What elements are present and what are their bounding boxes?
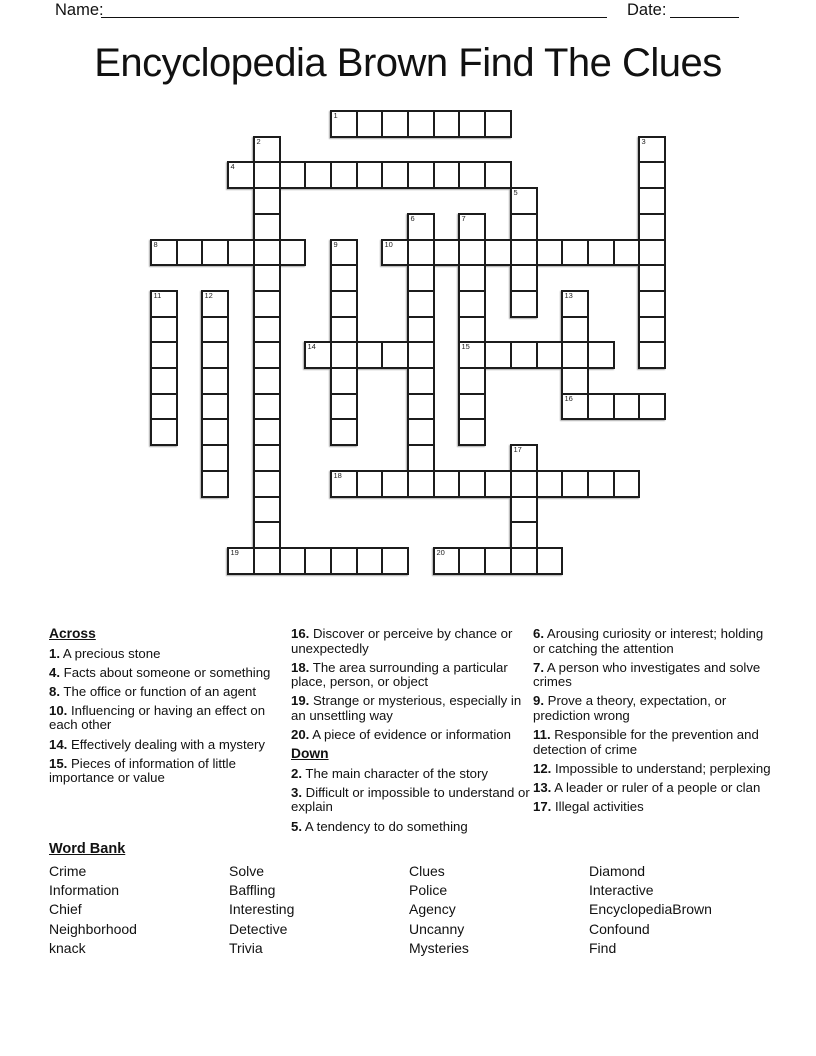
clue-text: Difficult or impossible to understand or explain	[291, 784, 530, 815]
grid-cell[interactable]	[381, 547, 409, 575]
grid-cell[interactable]	[330, 264, 358, 292]
grid-cell[interactable]	[150, 290, 178, 318]
cell-number: 9	[333, 240, 338, 249]
clue-item	[291, 627, 535, 656]
word-bank-item: Crime	[49, 863, 87, 879]
grid-cell[interactable]	[330, 110, 358, 138]
clue-number: 12.	[533, 760, 552, 776]
clue-number: 9.	[533, 693, 544, 709]
clue-number: 6.	[533, 626, 544, 641]
clue-number: 20.	[291, 727, 310, 743]
cell-number: 20	[436, 548, 445, 557]
grid-cell[interactable]	[510, 444, 538, 472]
cell-number: 5	[513, 188, 518, 197]
grid-cell[interactable]	[201, 316, 229, 343]
word-bank-item: Find	[589, 939, 617, 956]
word-bank-item: Uncanny	[409, 920, 465, 937]
grid-cell[interactable]	[458, 110, 486, 138]
clue-number: 18.	[291, 659, 310, 675]
grid-cell[interactable]	[484, 110, 512, 138]
grid-cell[interactable]	[484, 547, 512, 575]
grid-cell[interactable]	[253, 316, 281, 343]
grid-cell[interactable]	[638, 341, 666, 369]
grid-cell[interactable]	[510, 547, 538, 575]
grid-cell[interactable]	[561, 470, 589, 498]
word-bank-column	[409, 862, 469, 958]
grid-cell[interactable]	[561, 239, 589, 266]
word-bank-item: Clues	[409, 863, 445, 879]
grid-cell[interactable]	[638, 213, 666, 241]
grid-cell[interactable]	[407, 264, 435, 292]
grid-cell[interactable]	[407, 470, 435, 498]
cell-number: 19	[230, 548, 239, 557]
cell-number: 3	[641, 137, 646, 146]
word-bank-column	[49, 862, 137, 958]
clue-item	[533, 627, 771, 656]
grid-cell[interactable]	[433, 161, 460, 189]
grid-cell[interactable]	[381, 341, 409, 369]
cell-number: 17	[513, 445, 522, 454]
grid-cell[interactable]	[150, 239, 178, 266]
grid-cell[interactable]	[381, 161, 409, 189]
clue-item	[49, 685, 277, 700]
clue-text: Illegal activities	[551, 798, 644, 814]
grid-cell[interactable]	[458, 290, 486, 318]
grid-cell[interactable]	[561, 290, 589, 318]
grid-cell[interactable]	[458, 341, 486, 369]
cell-number: 7	[461, 214, 466, 223]
clue-text: Facts about someone or something	[60, 664, 271, 680]
grid-cell[interactable]	[381, 470, 409, 498]
grid-cell[interactable]	[201, 367, 229, 395]
clue-number: 13.	[533, 779, 552, 795]
grid-cell[interactable]	[458, 264, 486, 292]
grid-cell[interactable]	[253, 444, 281, 472]
grid-cell[interactable]	[510, 264, 538, 292]
grid-cell[interactable]	[484, 470, 512, 498]
cell-number: 2	[256, 137, 261, 146]
grid-cell[interactable]	[433, 110, 460, 138]
clue-text: A precious stone	[60, 645, 161, 661]
cell-number: 18	[333, 471, 342, 480]
grid-cell[interactable]	[253, 136, 281, 163]
grid-cell[interactable]	[510, 521, 538, 549]
clue-text: The office or function of an agent	[60, 683, 256, 699]
grid-cell[interactable]	[458, 161, 486, 189]
clue-item	[291, 728, 535, 743]
grid-cell[interactable]	[253, 187, 281, 215]
grid-cell[interactable]	[356, 547, 383, 575]
grid-cell[interactable]	[638, 316, 666, 343]
word-bank-item: Information	[49, 882, 120, 899]
grid-cell[interactable]	[510, 496, 538, 523]
grid-cell[interactable]	[536, 239, 563, 266]
clue-text: Impossible to understand; perplexing	[551, 760, 771, 776]
date-label: Date:	[627, 1, 667, 19]
clue-text: Strange or mysterious, especially in an unsettling way	[291, 693, 522, 723]
cell-number: 10	[384, 240, 393, 249]
grid-cell[interactable]	[201, 418, 229, 446]
grid-cell[interactable]	[304, 547, 332, 575]
clue-number: 15.	[49, 755, 68, 771]
page-title: Encyclopedia Brown Find The Clues	[94, 41, 722, 85]
grid-cell[interactable]	[279, 239, 306, 266]
clue-column-1	[49, 627, 277, 790]
grid-cell[interactable]	[587, 239, 615, 266]
grid-cell[interactable]	[510, 187, 538, 215]
clue-number: 2.	[291, 765, 302, 781]
grid-cell[interactable]	[407, 290, 435, 318]
grid-cell[interactable]	[330, 290, 358, 318]
clue-number: 16.	[291, 626, 310, 641]
grid-cell[interactable]	[381, 110, 409, 138]
grid-cell[interactable]	[638, 290, 666, 318]
word-bank-item: Diamond	[589, 863, 646, 879]
clue-column-3	[533, 627, 771, 819]
clue-text: Pieces of information of little importance or value	[49, 755, 236, 786]
cell-number: 8	[153, 240, 158, 249]
grid-cell[interactable]	[330, 393, 358, 420]
grid-cell[interactable]	[484, 239, 512, 266]
grid-cell[interactable]	[356, 110, 383, 138]
grid-cell[interactable]	[279, 161, 306, 189]
clue-item	[291, 694, 535, 723]
cell-number: 6	[410, 214, 415, 223]
word-bank-item: Detective	[229, 920, 288, 937]
grid-cell[interactable]	[638, 161, 666, 189]
clue-item	[49, 738, 277, 753]
cell-number: 12	[204, 291, 213, 300]
word-bank-item: Solve	[229, 863, 265, 879]
grid-cell[interactable]	[253, 470, 281, 498]
clue-text: Discover or perceive by chance or unexpectedly	[291, 626, 513, 656]
grid-cell[interactable]	[356, 161, 383, 189]
clue-text: The area surrounding a particular place, person, or object	[291, 659, 508, 690]
grid-cell[interactable]	[330, 161, 358, 189]
clue-number: 14.	[49, 736, 68, 752]
word-bank-item: Confound	[589, 920, 650, 937]
grid-cell[interactable]	[510, 290, 538, 318]
clue-text: Influencing or having an effect on each other	[49, 702, 266, 733]
clue-item	[533, 728, 771, 757]
clue-number: 5.	[291, 818, 302, 834]
grid-cell[interactable]	[201, 290, 229, 318]
grid-cell[interactable]	[227, 547, 255, 575]
clue-item	[49, 757, 277, 786]
grid-cell[interactable]	[407, 418, 435, 446]
word-bank-column	[229, 862, 294, 958]
grid-cell[interactable]	[407, 161, 435, 189]
grid-cell[interactable]	[253, 161, 281, 189]
grid-cell[interactable]	[330, 316, 358, 343]
clue-text: A piece of evidence or information	[309, 727, 511, 743]
grid-cell[interactable]	[510, 213, 538, 241]
grid-cell[interactable]	[330, 547, 358, 575]
clue-item	[533, 694, 771, 723]
word-bank-item: Trivia	[229, 939, 263, 956]
grid-cell[interactable]	[536, 547, 563, 575]
grid-cell[interactable]	[407, 367, 435, 395]
grid-cell[interactable]	[510, 239, 538, 266]
section-header-across: Across	[49, 626, 96, 641]
word-bank-item: Mysteries	[409, 939, 469, 956]
word-bank-item: EncyclopediaBrown	[589, 901, 712, 918]
grid-cell[interactable]	[613, 239, 640, 266]
grid-cell[interactable]	[253, 367, 281, 395]
grid-cell[interactable]	[201, 393, 229, 420]
grid-cell[interactable]	[613, 393, 640, 420]
grid-cell[interactable]	[330, 239, 358, 266]
clue-text: Responsible for the prevention and detection of crime	[533, 727, 759, 757]
grid-cell[interactable]	[253, 239, 281, 266]
clue-number: 4.	[49, 664, 60, 680]
grid-cell[interactable]	[458, 418, 486, 446]
clue-text: A tendency to do something	[302, 818, 468, 834]
grid-cell[interactable]	[150, 367, 178, 395]
grid-cell[interactable]	[458, 547, 486, 575]
grid-cell[interactable]	[638, 239, 666, 266]
grid-cell[interactable]	[330, 418, 358, 446]
grid-cell[interactable]	[381, 239, 409, 266]
clue-text: Prove a theory, expectation, or prediction wrong	[533, 693, 727, 723]
grid-cell[interactable]	[356, 470, 383, 498]
grid-cell[interactable]	[150, 341, 178, 369]
cell-number: 13	[564, 291, 573, 300]
name-label: Name:	[55, 1, 104, 19]
cell-number: 14	[307, 342, 316, 351]
grid-cell[interactable]	[638, 264, 666, 292]
grid-cell[interactable]	[587, 393, 615, 420]
cell-number: 1	[333, 111, 338, 120]
grid-cell[interactable]	[458, 213, 486, 241]
grid-cell[interactable]	[458, 393, 486, 420]
clue-column-2	[291, 627, 535, 839]
grid-cell[interactable]	[227, 239, 255, 266]
clue-number: 10.	[49, 702, 68, 718]
grid-cell[interactable]	[407, 341, 435, 369]
grid-cell[interactable]	[304, 341, 332, 369]
grid-cell[interactable]	[484, 161, 512, 189]
grid-cell[interactable]	[253, 496, 281, 523]
clue-item	[291, 786, 535, 815]
grid-cell[interactable]	[407, 213, 435, 241]
grid-cell[interactable]	[253, 521, 281, 549]
grid-cell[interactable]	[433, 547, 460, 575]
section-header-down: Down	[291, 746, 329, 762]
grid-cell[interactable]	[433, 239, 460, 266]
clue-number: 1.	[49, 645, 60, 661]
grid-cell[interactable]	[458, 470, 486, 498]
grid-cell[interactable]	[510, 470, 538, 498]
grid-cell[interactable]	[407, 393, 435, 420]
grid-cell[interactable]	[356, 341, 383, 369]
clue-number: 3.	[291, 784, 302, 800]
grid-cell[interactable]	[253, 418, 281, 446]
cell-number: 15	[461, 342, 470, 351]
grid-cell[interactable]	[304, 161, 332, 189]
grid-cell[interactable]	[587, 470, 615, 498]
grid-cell[interactable]	[253, 547, 281, 575]
grid-cell[interactable]	[150, 418, 178, 446]
grid-cell[interactable]	[279, 547, 306, 575]
word-bank-header: Word Bank	[49, 841, 126, 857]
grid-cell[interactable]	[484, 341, 512, 369]
clue-text: A person who investigates and solve crimes	[533, 659, 761, 690]
grid-cell[interactable]	[407, 316, 435, 343]
grid-cell[interactable]	[561, 393, 589, 420]
grid-cell[interactable]	[253, 393, 281, 420]
word-bank-item: Interesting	[229, 901, 295, 918]
word-bank-item: knack	[49, 939, 86, 956]
cell-number: 4	[230, 162, 235, 171]
grid-cell[interactable]	[638, 136, 666, 163]
grid-cell[interactable]	[201, 470, 229, 498]
grid-cell[interactable]	[458, 316, 486, 343]
grid-cell[interactable]	[561, 316, 589, 343]
grid-cell[interactable]	[330, 341, 358, 369]
cell-number: 16	[564, 394, 573, 403]
clue-text: A leader or ruler of a people or clan	[551, 779, 761, 795]
grid-cell[interactable]	[201, 444, 229, 472]
word-bank-item: Police	[409, 882, 448, 899]
grid-cell[interactable]	[510, 341, 538, 369]
clue-number: 11.	[533, 727, 551, 743]
word-bank-item: Agency	[409, 901, 456, 918]
clue-number: 19.	[291, 693, 310, 709]
clue-item	[533, 661, 771, 690]
grid-cell[interactable]	[613, 470, 640, 498]
grid-cell[interactable]	[253, 264, 281, 292]
clue-text: Arousing curiosity or interest; holding or catching the attention	[533, 626, 764, 656]
clue-item	[533, 781, 771, 796]
clue-item	[533, 800, 771, 815]
word-bank-item: Neighborhood	[49, 920, 137, 937]
clue-text: Effectively dealing with a mystery	[67, 736, 265, 752]
grid-cell[interactable]	[227, 161, 255, 189]
word-bank-item: Interactive	[589, 882, 654, 899]
grid-cell[interactable]	[536, 470, 563, 498]
grid-cell[interactable]	[150, 316, 178, 343]
grid-cell[interactable]	[458, 239, 486, 266]
grid-cell[interactable]	[176, 239, 203, 266]
grid-cell[interactable]	[587, 341, 615, 369]
clue-item	[49, 647, 277, 662]
grid-cell[interactable]	[201, 341, 229, 369]
grid-cell[interactable]	[330, 367, 358, 395]
clue-text: The main character of the story	[302, 765, 488, 781]
word-bank-item: Baffling	[229, 882, 276, 899]
clue-item	[533, 762, 771, 777]
grid-cell[interactable]	[253, 213, 281, 241]
clue-number: 17.	[533, 798, 552, 814]
grid-cell[interactable]	[561, 341, 589, 369]
word-bank-column	[589, 862, 712, 958]
clue-number: 7.	[533, 659, 544, 675]
grid-cell[interactable]	[638, 393, 666, 420]
grid-cell[interactable]	[407, 444, 435, 472]
clue-item	[291, 820, 535, 835]
grid-cell[interactable]	[201, 239, 229, 266]
grid-cell[interactable]	[330, 470, 358, 498]
grid-cell[interactable]	[638, 187, 666, 215]
clue-item	[49, 704, 277, 733]
grid-cell[interactable]	[536, 341, 563, 369]
clue-item	[49, 666, 277, 681]
grid-cell[interactable]	[253, 341, 281, 369]
clue-item	[291, 767, 535, 782]
clue-number: 8.	[49, 683, 60, 699]
grid-cell[interactable]	[150, 393, 178, 420]
cell-number: 11	[153, 291, 162, 300]
grid-cell[interactable]	[561, 367, 589, 395]
grid-cell[interactable]	[433, 470, 460, 498]
grid-cell[interactable]	[407, 110, 435, 138]
grid-cell[interactable]	[458, 367, 486, 395]
grid-cell[interactable]	[407, 239, 435, 266]
word-bank-item: Chief	[49, 901, 82, 918]
grid-cell[interactable]	[253, 290, 281, 318]
clue-item	[291, 661, 535, 690]
